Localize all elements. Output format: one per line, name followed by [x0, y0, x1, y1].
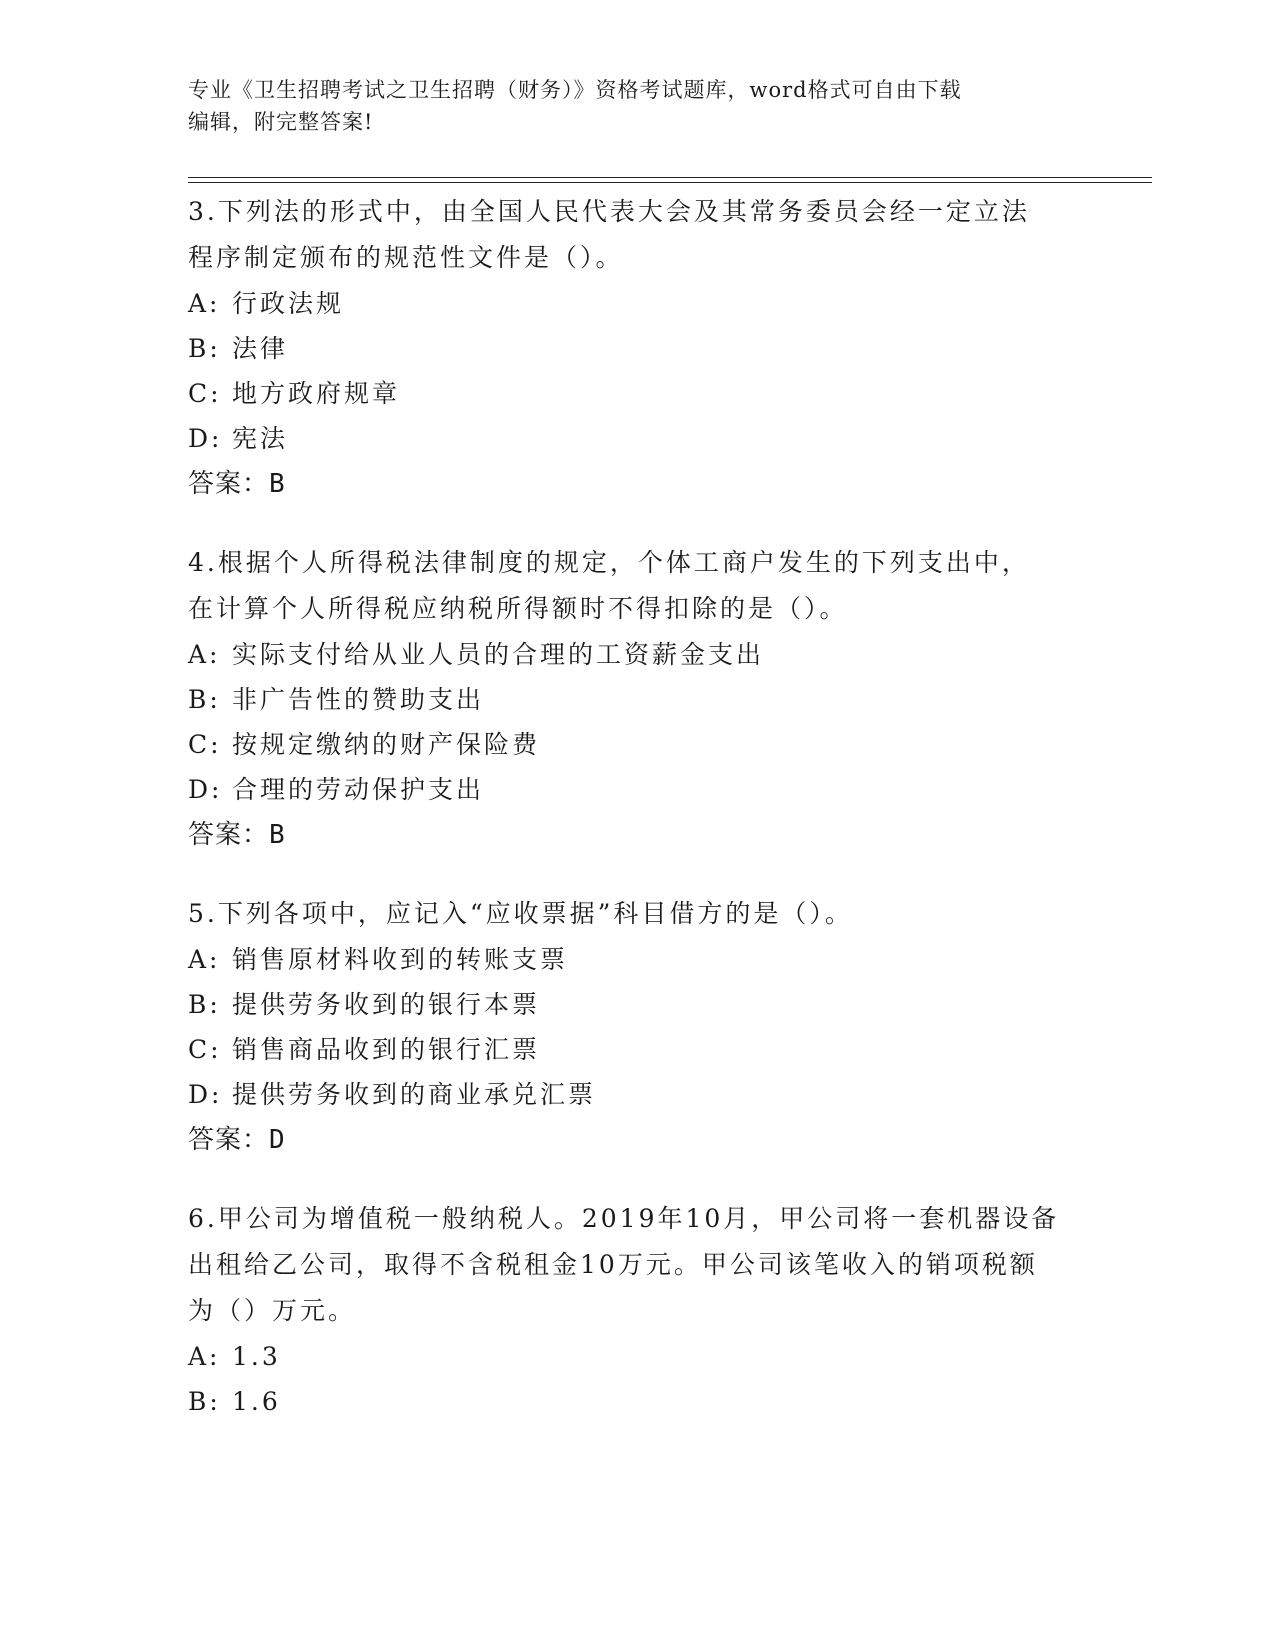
option-text: 按规定缴纳的财产保险费 [232, 730, 541, 759]
option-text: 宪法 [232, 424, 289, 453]
option-text: 非广告性的赞助支出 [232, 685, 485, 714]
option-text: 法律 [232, 334, 289, 363]
option-a [188, 937, 1088, 982]
question-stem-line: 6.甲公司为增值税一般纳税人。2019年10月，甲公司将一套机器设备 [188, 1204, 1060, 1233]
option-b [188, 982, 1088, 1027]
option-key: A: [188, 289, 221, 318]
option-key: B: [188, 334, 221, 363]
option-text: 提供劳务收到的商业承兑汇票 [232, 1080, 597, 1109]
option-text: 1.6 [232, 1387, 281, 1416]
option-c [188, 722, 1088, 767]
header-divider-top [188, 177, 1152, 178]
option-c [188, 1027, 1088, 1072]
header-line-2: 编辑，附完整答案! [188, 110, 374, 134]
option-key: C: [188, 379, 222, 408]
question-stem-line: 程序制定颁布的规范性文件是（）。 [188, 243, 624, 272]
option-d [188, 767, 1088, 812]
header-line-1: 专业《卫生招聘考试之卫生招聘（财务）》资格考试题库，word格式可自由下载 [188, 78, 962, 102]
question-4 [188, 540, 1088, 858]
option-text: 地方政府规章 [232, 379, 401, 408]
option-key: A: [188, 945, 221, 974]
answer-line: 答案：B [188, 469, 286, 499]
answer-line: 答案：B [188, 820, 286, 850]
option-key: D: [188, 775, 223, 804]
question-stem-line: 出租给乙公司，取得不含税租金10万元。甲公司该笔收入的销项税额 [188, 1250, 1038, 1279]
option-a [188, 632, 1088, 677]
option-text: 1.3 [232, 1342, 281, 1371]
question-stem-line: 4.根据个人所得税法律制度的规定，个体工商户发生的下列支出中， [188, 548, 1030, 577]
question-stem-line: 为（）万元。 [188, 1296, 357, 1325]
question-stem-line: 在计算个人所得税应纳税所得额时不得扣除的是（）。 [188, 594, 848, 623]
option-text: 销售商品收到的银行汇票 [232, 1035, 541, 1064]
option-text: 销售原材料收到的转账支票 [232, 945, 569, 974]
question-list [188, 189, 1088, 1457]
option-key: B: [188, 990, 221, 1019]
question-stem-line: 5.下列各项中，应记入“应收票据”科目借方的是（）。 [188, 899, 853, 928]
option-text: 合理的劳动保护支出 [232, 775, 485, 804]
option-text: 实际支付给从业人员的合理的工资薪金支出 [232, 640, 765, 669]
option-d [188, 416, 1088, 461]
option-key: A: [188, 1342, 221, 1371]
option-c [188, 371, 1088, 416]
option-key: A: [188, 640, 221, 669]
option-b [188, 1379, 1088, 1424]
option-d [188, 1072, 1088, 1117]
option-key: D: [188, 1080, 223, 1109]
option-b [188, 326, 1088, 371]
document-header [188, 74, 1088, 138]
question-5 [188, 891, 1088, 1163]
question-stem-line: 3.下列法的形式中，由全国人民代表大会及其常务委员会经一定立法 [188, 197, 1030, 226]
header-divider-bottom [188, 182, 1152, 183]
option-key: D: [188, 424, 223, 453]
answer-line: 答案：D [188, 1125, 286, 1155]
option-key: C: [188, 730, 222, 759]
option-key: B: [188, 685, 221, 714]
option-key: B: [188, 1387, 221, 1416]
option-text: 行政法规 [232, 289, 345, 318]
question-3 [188, 189, 1088, 507]
question-6 [188, 1196, 1088, 1424]
option-a [188, 281, 1088, 326]
option-a [188, 1334, 1088, 1379]
option-b [188, 677, 1088, 722]
option-key: C: [188, 1035, 222, 1064]
option-text: 提供劳务收到的银行本票 [232, 990, 541, 1019]
